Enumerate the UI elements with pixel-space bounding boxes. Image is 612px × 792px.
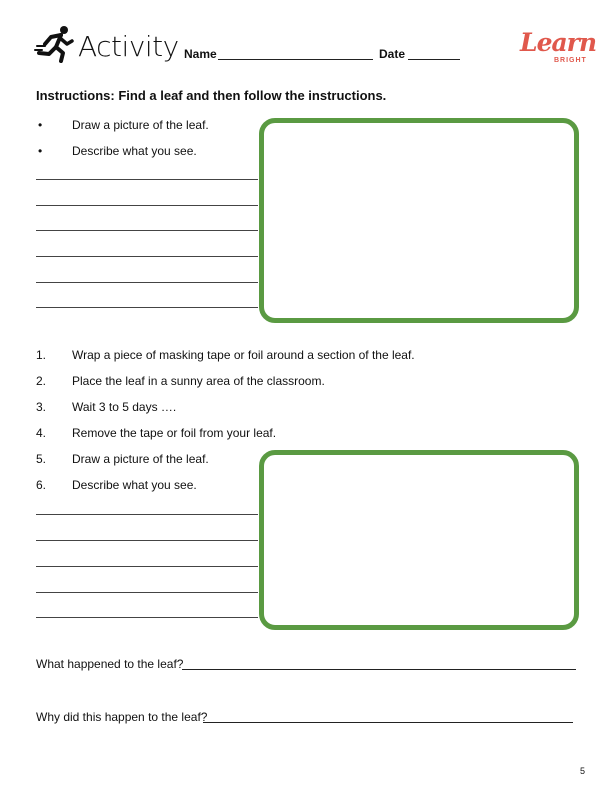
date-field-line[interactable] xyxy=(408,59,460,60)
bullet-item: Describe what you see. xyxy=(72,144,197,158)
writing-line[interactable] xyxy=(36,205,258,206)
page-number: 5 xyxy=(579,766,585,776)
name-label: Name xyxy=(184,47,217,61)
bullet-item: Draw a picture of the leaf. xyxy=(72,118,209,132)
step-number: 3. xyxy=(36,400,47,414)
writing-line[interactable] xyxy=(36,566,258,567)
step-text: Remove the tape or foil from your leaf. xyxy=(72,426,277,440)
name-field-line[interactable] xyxy=(218,59,373,60)
step-text: Describe what you see. xyxy=(72,478,197,492)
writing-line[interactable] xyxy=(36,230,258,231)
learn-bright-logo xyxy=(516,28,597,68)
writing-line[interactable] xyxy=(36,514,258,515)
date-label: Date xyxy=(379,47,406,61)
step-text: Wrap a piece of masking tape or foil around a section of the leaf. xyxy=(72,348,415,362)
question-why-happened: Why did this happen to the leaf? xyxy=(36,710,208,724)
writing-line[interactable] xyxy=(36,592,258,593)
writing-line[interactable] xyxy=(36,282,258,283)
writing-line[interactable] xyxy=(36,307,258,308)
step-number: 2. xyxy=(36,374,47,388)
question-what-happened: What happened to the leaf? xyxy=(36,657,184,671)
step-number: 4. xyxy=(36,426,47,440)
writing-line[interactable] xyxy=(36,617,258,618)
writing-line[interactable] xyxy=(36,256,258,257)
bullet-marker: • xyxy=(38,118,43,132)
answer-line[interactable] xyxy=(203,722,573,723)
step-text: Draw a picture of the leaf. xyxy=(72,452,209,466)
instructions-heading: Instructions: Find a leaf and then follow the instructions. xyxy=(36,88,387,103)
logo-text: Learn xyxy=(520,28,597,57)
runner-icon xyxy=(34,24,74,64)
writing-line[interactable] xyxy=(36,540,258,541)
activity-title: Activity xyxy=(78,30,179,63)
bullet-marker: • xyxy=(38,144,43,158)
step-number: 1. xyxy=(36,348,47,362)
step-number: 5. xyxy=(36,452,47,466)
drawing-box[interactable] xyxy=(259,450,579,630)
logo-subtext: BRIGHT xyxy=(554,57,587,64)
step-text: Place the leaf in a sunny area of the classroom. xyxy=(72,374,325,388)
step-number: 6. xyxy=(36,478,47,492)
writing-line[interactable] xyxy=(36,179,258,180)
step-text: Wait 3 to 5 days …. xyxy=(72,400,177,414)
answer-line[interactable] xyxy=(182,669,576,670)
drawing-box[interactable] xyxy=(259,118,579,323)
